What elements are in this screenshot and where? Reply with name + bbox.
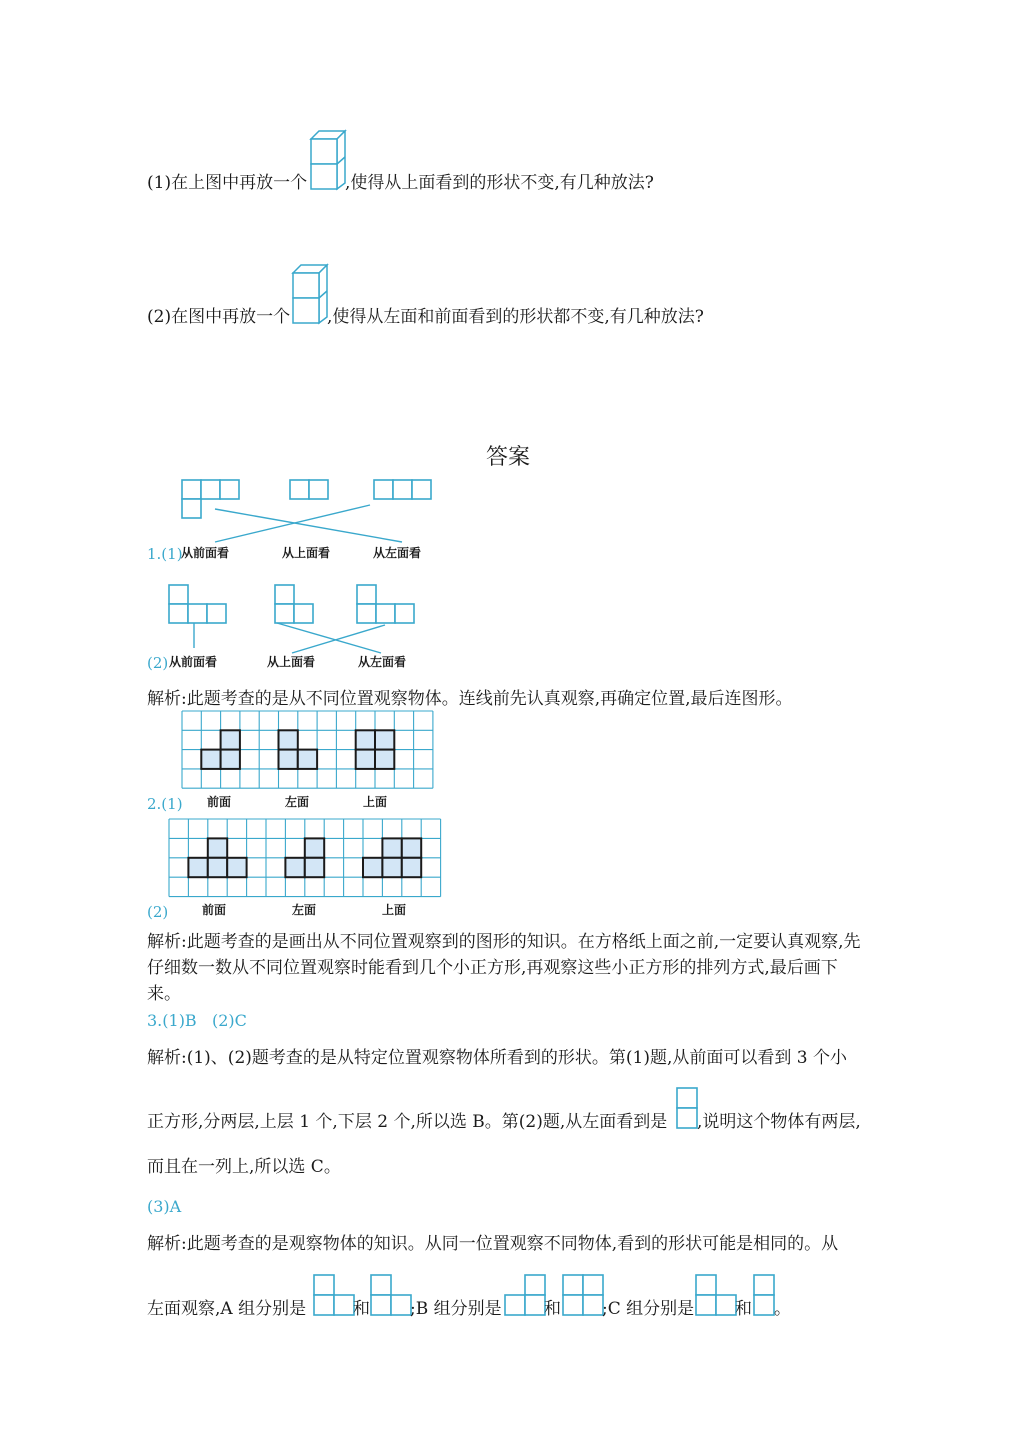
shape-a2-icon bbox=[370, 1274, 412, 1316]
front-view-cell bbox=[188, 858, 207, 877]
shape-c2-icon bbox=[753, 1274, 775, 1316]
question-2-suffix: ,使得从左面和前面看到的形状都不变,有几种放法? bbox=[327, 307, 704, 327]
left-view-cell bbox=[285, 858, 304, 877]
answer-2-analysis-line-2: 仔细数一数从不同位置观察时能看到几个小正方形,再观察这些小正方形的排列方式,最后画下 bbox=[147, 958, 838, 978]
answer-1-2-label: (2) bbox=[147, 654, 169, 672]
shape-b1-icon bbox=[504, 1274, 546, 1316]
answer-3-answers: 3.(1)B (2)C bbox=[147, 1011, 247, 1030]
left-view-cell bbox=[279, 730, 298, 749]
front-view-cell bbox=[221, 730, 240, 749]
front-view-cell bbox=[221, 750, 240, 769]
answer-3-3-line-t2: 和 bbox=[353, 1299, 370, 1319]
stacked-cube-icon bbox=[293, 265, 329, 325]
left-view-cell bbox=[305, 838, 324, 857]
answer-2-1-label-front: 前面 bbox=[207, 795, 232, 809]
left-view-cell bbox=[298, 750, 317, 769]
front-view-cell bbox=[208, 838, 227, 857]
front-view-cell bbox=[227, 858, 246, 877]
two-stack-square-icon bbox=[676, 1087, 698, 1129]
answer-3-3-line-t1: 左面观察,A 组分别是 bbox=[147, 1299, 307, 1319]
front-view-cell bbox=[201, 750, 220, 769]
top-view-cell bbox=[382, 858, 401, 877]
left-view-cell bbox=[279, 750, 298, 769]
answer-2-2-label-top: 上面 bbox=[382, 903, 407, 917]
answer-2-1-label-left: 左面 bbox=[285, 795, 310, 809]
answer-3-3-analysis: 解析:此题考查的是观察物体的知识。从同一位置观察不同物体,看到的形状可能是相同的。从 bbox=[147, 1234, 839, 1254]
shape-b2-icon bbox=[562, 1274, 604, 1316]
question-2-prefix: (2)在图中再放一个 bbox=[147, 307, 291, 327]
answer-1-1-label-front: 从前面看 bbox=[181, 546, 230, 560]
answer-3-3-line-t4: 和 bbox=[544, 1299, 561, 1319]
answer-3-analysis-line-3: 而且在一列上,所以选 C。 bbox=[147, 1157, 341, 1177]
answer-1-2-matching-diagram bbox=[167, 583, 427, 658]
top-view-cell bbox=[382, 838, 401, 857]
answer-1-1-label-top: 从上面看 bbox=[282, 546, 331, 560]
answer-1-2-label-top: 从上面看 bbox=[267, 655, 316, 669]
answer-3-3-line-t3: ;B 组分别是 bbox=[410, 1299, 502, 1319]
answer-2-analysis-line-3: 来。 bbox=[147, 984, 181, 1004]
answer-2-2-grid bbox=[169, 819, 441, 899]
left-view-cell bbox=[305, 858, 324, 877]
answer-1-1-label-left: 从左面看 bbox=[373, 546, 422, 560]
front-view-cell bbox=[208, 858, 227, 877]
answer-1-analysis: 解析:此题考查的是从不同位置观察物体。连线前先认真观察,再确定位置,最后连图形。 bbox=[147, 689, 793, 709]
shape-c1-icon bbox=[695, 1274, 737, 1316]
answer-3-3-line-t5: ;C 组分别是 bbox=[602, 1299, 695, 1319]
answer-1-2-label-front: 从前面看 bbox=[169, 655, 218, 669]
answer-2-analysis-line-1: 解析:此题考查的是画出从不同位置观察到的图形的知识。在方格纸上面之前,一定要认真观察,先 bbox=[147, 932, 861, 952]
top-view-cell bbox=[375, 750, 394, 769]
answer-title: 答案 bbox=[486, 445, 531, 470]
stacked-cube-icon bbox=[311, 131, 347, 191]
top-view-cell bbox=[356, 750, 375, 769]
top-view-cell bbox=[356, 730, 375, 749]
answer-3-analysis-line-2-prefix: 正方形,分两层,上层 1 个,下层 2 个,所以选 B。第(2)题,从左面看到是 bbox=[147, 1112, 668, 1132]
answer-1-2-label-left: 从左面看 bbox=[358, 655, 407, 669]
answer-3-3-answer: (3)A bbox=[147, 1197, 182, 1216]
answer-3-3-line-t7: 。 bbox=[774, 1299, 791, 1319]
answer-2-1-grid bbox=[182, 711, 442, 791]
shape-a1-icon bbox=[313, 1274, 355, 1316]
answer-3-analysis-line-2-suffix: ,说明这个物体有两层, bbox=[697, 1112, 861, 1132]
answer-2-1-label: 2.(1) bbox=[147, 795, 183, 813]
question-1-prefix: (1)在上图中再放一个 bbox=[147, 173, 308, 193]
question-1-suffix: ,使得从上面看到的形状不变,有几种放法? bbox=[345, 173, 654, 193]
answer-2-2-label-left: 左面 bbox=[292, 903, 317, 917]
answer-2-1-label-top: 上面 bbox=[363, 795, 388, 809]
top-view-cell bbox=[402, 858, 421, 877]
top-view-cell bbox=[375, 730, 394, 749]
answer-2-2-label-front: 前面 bbox=[202, 903, 227, 917]
answer-1-1-matching-diagram bbox=[180, 478, 440, 548]
answer-2-2-label: (2) bbox=[147, 903, 169, 921]
answer-3-analysis-line-1: 解析:(1)、(2)题考查的是从特定位置观察物体所看到的形状。第(1)题,从前面可以看到 3 个小 bbox=[147, 1048, 847, 1068]
top-view-cell bbox=[363, 858, 382, 877]
top-view-cell bbox=[402, 838, 421, 857]
answer-3-3-line-t6: 和 bbox=[735, 1299, 752, 1319]
answer-1-1-label: 1.(1) bbox=[147, 545, 183, 563]
